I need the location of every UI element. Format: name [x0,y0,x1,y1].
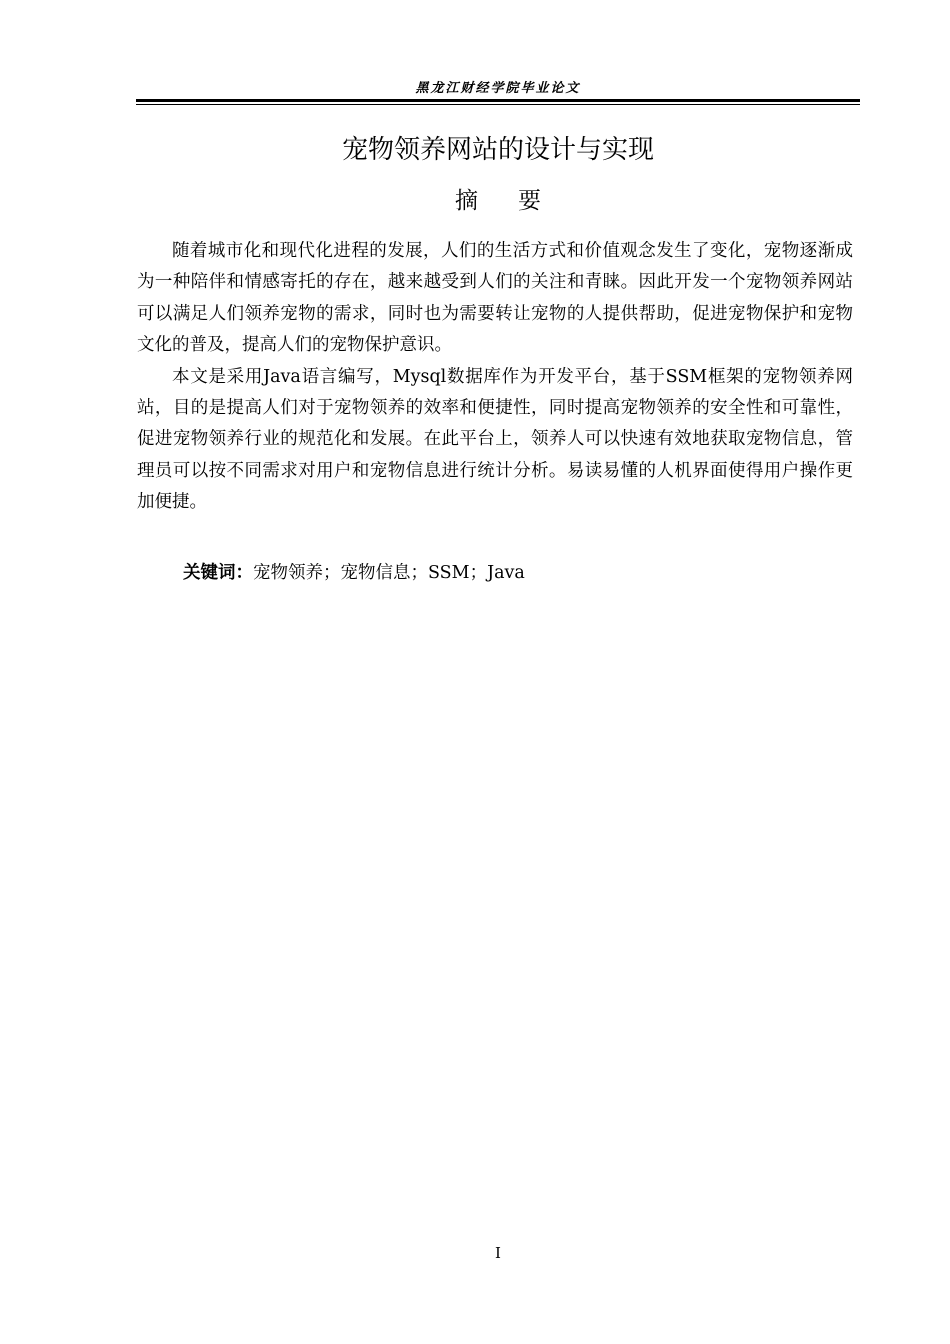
page-header [136,80,860,106]
abstract-paragraph-1: 随着城市化和现代化进程的发展，人们的生活方式和价值观念发生了变化，宠物逐渐成为一种陪伴和情感寄托的存在，越来越受到人们的关注和青睐。因此开发一个宠物领养网站可以满足人们领养宠物的需求，同时也为需要转让宠物的人提供帮助，促进宠物保护和宠物文化的普及，提高人们的宠物保护意识。 [137,241,853,356]
keywords [183,558,525,588]
keywords-text: 宠物领养；宠物信息；SSM；Java [253,563,525,583]
header-rule-thick [136,99,860,102]
abstract-heading: 摘要 [455,188,581,214]
abstract-paragraph-2: 本文是采用Java语言编写，Mysql数据库作为开发平台，基于SSM框架的宠物领养网站，目的是提高人们对于宠物领养的效率和便捷性，同时提高宠物领养的安全性和可靠性，促进宠物领养行业的规范化和发展。在此平台上，领养人可以快速有效地获取宠物信息，管理员可以按不同需求对用户和宠物信息进行统计分析。易读易懂的人机界面使得用户操作更加便捷。 [137,366,853,513]
header-institution: 黑龙江财经学院毕业论文 [415,81,581,96]
header-rule-thin [136,104,860,105]
page-number: I [495,1244,501,1262]
abstract-body [137,236,853,519]
keywords-label: 关键词： [183,563,253,583]
paper-title: 宠物领养网站的设计与实现 [341,135,654,165]
